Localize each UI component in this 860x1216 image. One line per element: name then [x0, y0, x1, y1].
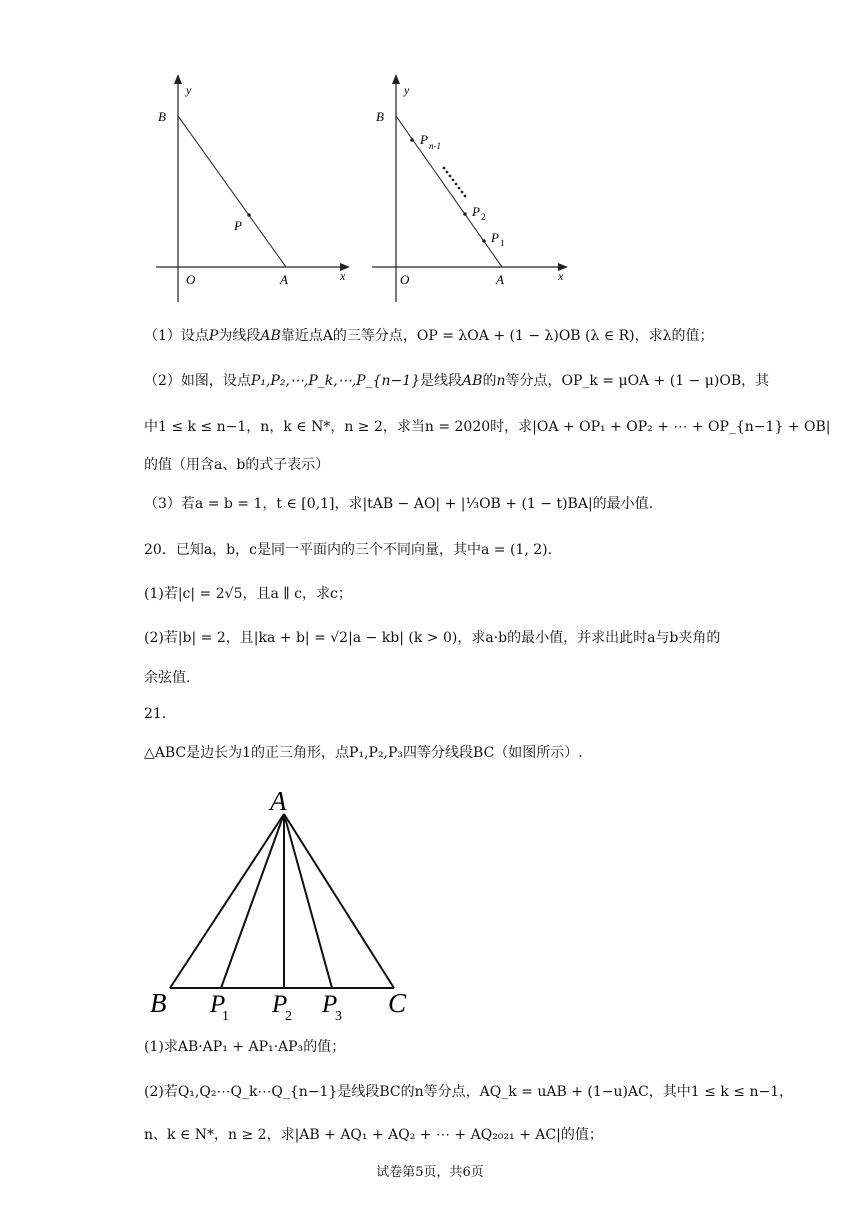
- label-p: P: [234, 218, 242, 233]
- label-pn1: P: [420, 132, 428, 147]
- x-axis-label: x: [558, 269, 564, 283]
- point-p3-sub: 3: [335, 1009, 342, 1022]
- point-p3: P: [322, 991, 338, 1018]
- label-p1: P: [491, 230, 499, 245]
- q19-part2-sum: |OA + OP₁ + OP₂ + ⋯ + OP_{n−1} + OB|: [532, 419, 831, 435]
- q19-part2-line2: 中1 ≤ k ≤ n−1，n，k ∈ N*，n ≥ 2，求当n = 2020时，求|OA + OP₁ + OP₂ + ⋯ + OP_{n−1} + OB|: [144, 419, 831, 435]
- q19-part2-line3: 的值（用含a、b的式子表示）: [144, 457, 330, 473]
- point-p2-sub: 2: [285, 1009, 292, 1022]
- label-a: A: [496, 272, 504, 287]
- q20-part2-line2: 余弦值.: [144, 670, 191, 686]
- q21-part1: (1)求AB·AP₁ + AP₁·AP₃的值；: [144, 1039, 346, 1055]
- point-p1: P: [210, 991, 226, 1018]
- q19-part1-formula: OP = λOA + (1 − λ)OB (λ ∈ R): [416, 328, 635, 344]
- point-p1-sub: 1: [222, 1009, 229, 1022]
- label-b: B: [376, 109, 384, 124]
- q19-part2-line1: （2）如图，设点P₁,P₂,⋯,P_k,⋯,P_{n−1}是线段AB的n等分点，OP_k = μOA + (1 − μ)OB，其: [144, 373, 770, 389]
- label-p2-sub: 2: [481, 212, 486, 222]
- x-axis-label: x: [340, 269, 346, 283]
- q21-number: 21．: [144, 706, 176, 722]
- vertex-b: B: [150, 988, 167, 1018]
- q20-part2-line1: (2)若|b| = 2，且|ka + b| = √2|a − kb| (k > 0)，求a·b的最小值，并求出此时a与b夹角的: [144, 630, 721, 646]
- point-p2: P: [272, 991, 288, 1018]
- figure-triangle: [144, 782, 434, 1022]
- q20-stem: 20．已知a，b，c是同一平面内的三个不同向量，其中a = (1, 2).: [144, 542, 553, 558]
- q19-part3: （3）若a = b = 1，t ∈ [0,1]，求|tAB − AO| + |⅓OB + (1 − t)BA|的最小值.: [144, 496, 654, 512]
- q20-part1: (1)若|c| = 2√5，且a ∥ c，求c；: [144, 586, 352, 602]
- y-axis-label: y: [404, 83, 410, 97]
- q21-part2-line1: (2)若Q₁,Q₂⋯Q_k⋯Q_{n−1}是线段BC的n等分点，AQ_k = uAB + (1−u)AC，其中1 ≤ k ≤ n−1，: [144, 1084, 794, 1100]
- figure-coordinate-pn: [368, 70, 578, 305]
- q21-part2-line2: n、k ∈ N*，n ≥ 2，求|AB + AQ₁ + AQ₂ + ⋯ + AQ₂₀₂₁ + AC|的值；: [144, 1127, 603, 1143]
- q19-part3-formula: |tAB − AO| + |⅓OB + (1 − t)BA|: [362, 496, 593, 512]
- y-axis-label: y: [186, 83, 192, 97]
- q21-intro: △ABC是边长为1的正三角形，点P₁,P₂,P₃四等分线段BC（如图所示）.: [144, 745, 583, 761]
- q19-part1: （1）设点P为线段AB靠近点A的三等分点，OP = λOA + (1 − λ)OB (λ ∈ R)，求λ的值；: [144, 328, 714, 344]
- figure-coordinate-p: [150, 70, 360, 305]
- label-pn1-sub: n-1: [429, 141, 441, 151]
- q19-part2-formula: OP_k = μOA + (1 − μ)OB: [561, 373, 742, 389]
- label-o: O: [400, 272, 410, 287]
- vertex-a: A: [270, 786, 287, 816]
- vertex-c: C: [388, 988, 407, 1018]
- label-p1-sub: 1: [500, 238, 505, 248]
- label-o: O: [186, 272, 196, 287]
- label-b: B: [158, 109, 166, 124]
- label-p2: P: [472, 204, 480, 219]
- label-a: A: [280, 272, 288, 287]
- page-footer: 试卷第5页，共6页: [376, 1165, 484, 1180]
